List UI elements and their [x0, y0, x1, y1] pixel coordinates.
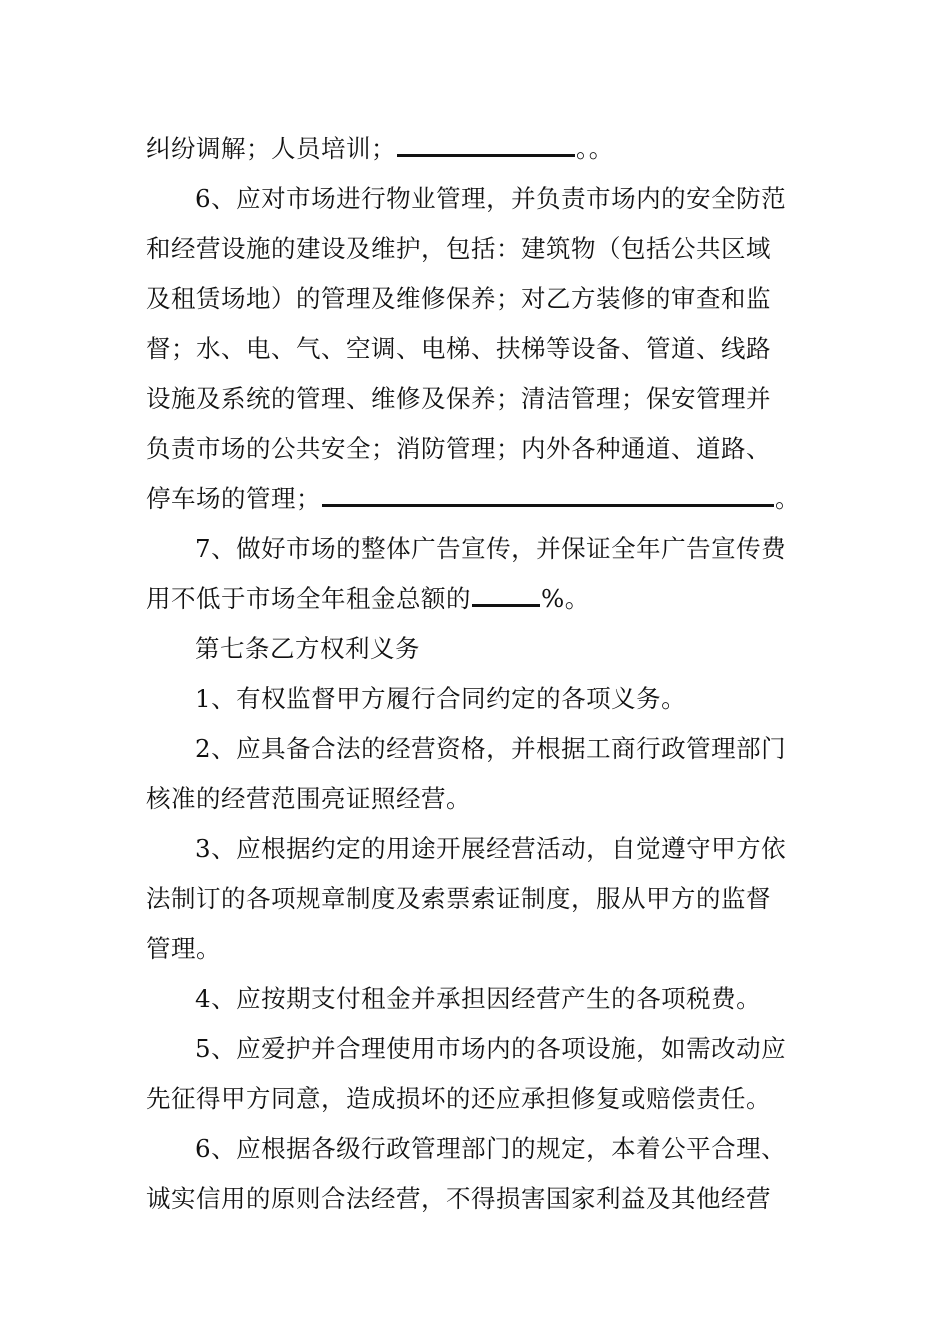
line-text: 管理。	[146, 934, 221, 963]
line-text: 3、应根据约定的用途开展经营活动，自觉遵守甲方依	[195, 834, 787, 863]
line-text: 停车场的管理；	[146, 484, 321, 513]
text-line-19	[195, 1024, 786, 1074]
text-line-6	[146, 374, 771, 424]
line-text: 纠纷调解；人员培训；	[146, 134, 396, 163]
line-text: 。。	[576, 134, 614, 163]
line-text: 1、有权监督甲方履行合同约定的各项义务。	[195, 684, 687, 713]
text-line-21	[195, 1124, 786, 1174]
text-line-10	[146, 574, 590, 624]
text-line-14	[146, 774, 471, 824]
text-line-13	[195, 724, 786, 774]
text-line-5	[146, 324, 771, 374]
line-text: 。	[775, 484, 800, 513]
line-text: %。	[541, 584, 590, 613]
fill-in-blank	[322, 478, 774, 507]
line-text: 核准的经营范围亮证照经营。	[146, 784, 471, 813]
line-text: 4、应按期支付租金并承担因经营产生的各项税费。	[195, 984, 762, 1013]
text-line-22	[146, 1174, 771, 1224]
line-text: 督；水、电、气、空调、电梯、扶梯等设备、管道、线路	[146, 334, 771, 363]
line-text: 设施及系统的管理、维修及保养；清洁管理；保安管理并	[146, 384, 771, 413]
text-line-2	[195, 174, 786, 224]
fill-in-blank	[397, 128, 575, 157]
line-text: 先征得甲方同意，造成损坏的还应承担修复或赔偿责任。	[146, 1084, 771, 1113]
text-line-3	[146, 224, 771, 274]
text-line-15	[195, 824, 786, 874]
text-line-16	[146, 874, 771, 924]
line-text: 5、应爱护并合理使用市场内的各项设施，如需改动应	[195, 1034, 787, 1063]
text-line-20	[146, 1074, 771, 1124]
text-line-7	[146, 424, 771, 474]
line-text: 用不低于市场全年租金总额的	[146, 584, 471, 613]
line-text: 第七条乙方权利义务	[195, 634, 420, 663]
text-line-1	[146, 124, 614, 174]
fill-in-blank	[472, 578, 540, 607]
line-text: 和经营设施的建设及维护，包括：建筑物（包括公共区域	[146, 234, 771, 263]
text-line-9	[195, 524, 786, 574]
section-heading	[195, 624, 420, 674]
text-line-17	[146, 924, 221, 974]
line-text: 诚实信用的原则合法经营，不得损害国家利益及其他经营	[146, 1184, 771, 1213]
line-text: 6、应根据各级行政管理部门的规定，本着公平合理、	[195, 1134, 787, 1163]
line-text: 2、应具备合法的经营资格，并根据工商行政管理部门	[195, 734, 787, 763]
line-text: 及租赁场地）的管理及维修保养；对乙方装修的审查和监	[146, 284, 771, 313]
text-line-4	[146, 274, 771, 324]
text-line-8	[146, 474, 800, 524]
line-text: 负责市场的公共安全；消防管理；内外各种通道、道路、	[146, 434, 771, 463]
line-text: 法制订的各项规章制度及索票索证制度，服从甲方的监督	[146, 884, 771, 913]
line-text: 7、做好市场的整体广告宣传，并保证全年广告宣传费	[195, 534, 787, 563]
text-line-18	[195, 974, 761, 1024]
text-line-12	[195, 674, 686, 724]
line-text: 6、应对市场进行物业管理，并负责市场内的安全防范	[195, 184, 787, 213]
